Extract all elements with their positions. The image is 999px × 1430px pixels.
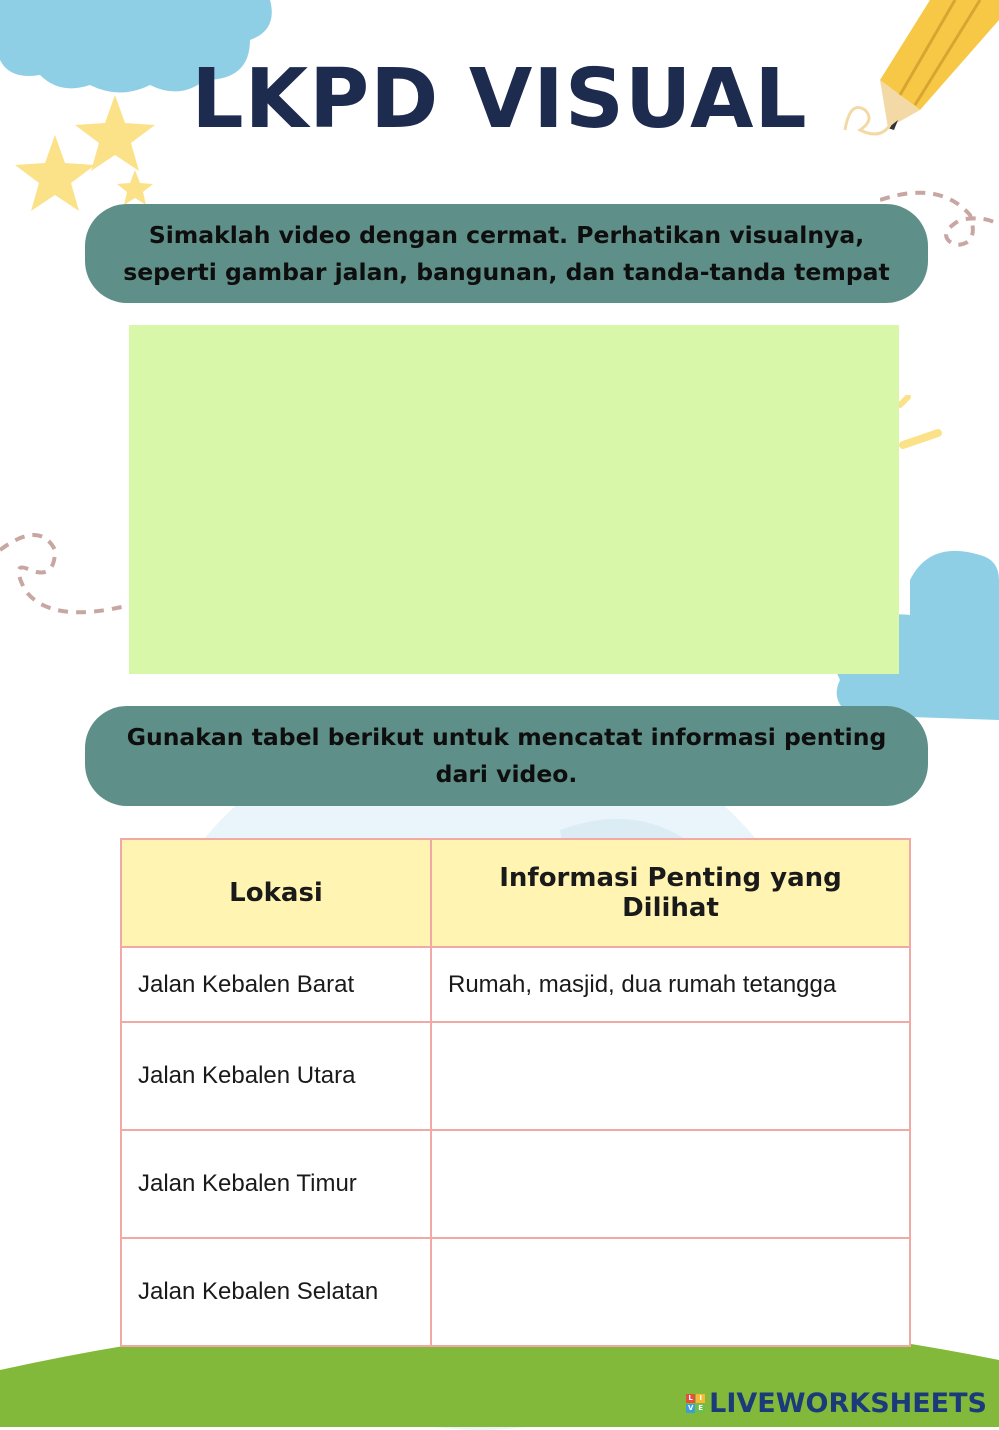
- cell-informasi[interactable]: [431, 1238, 910, 1346]
- cell-informasi[interactable]: [431, 1130, 910, 1238]
- cell-informasi[interactable]: Rumah, masjid, dua rumah tetangga: [431, 947, 910, 1022]
- star-icon: [898, 395, 948, 465]
- cell-lokasi: Jalan Kebalen Timur: [121, 1130, 431, 1238]
- header-lokasi: Lokasi: [121, 839, 431, 947]
- table-header-row: [121, 839, 910, 947]
- table-instruction-banner: [85, 706, 928, 806]
- brand-name: LIVEWORKSHEETS: [709, 1388, 987, 1419]
- page-title: LKPD VISUAL: [191, 52, 808, 147]
- brand-logo-icon: L I V E: [686, 1394, 705, 1413]
- dashed-loop-icon: [0, 520, 140, 630]
- cell-lokasi: Jalan Kebalen Selatan: [121, 1238, 431, 1346]
- table-row: [121, 1238, 910, 1346]
- table-row: [121, 1022, 910, 1130]
- information-table: [120, 838, 911, 1347]
- table-row: [121, 947, 910, 1022]
- brand-watermark: [686, 1388, 987, 1419]
- instruction-banner: [85, 204, 928, 303]
- table-instruction-text: Gunakan tabel berikut untuk mencatat informasi penting dari video.: [126, 723, 887, 788]
- cell-lokasi: Jalan Kebalen Barat: [121, 947, 431, 1022]
- cell-informasi[interactable]: [431, 1022, 910, 1130]
- header-informasi: Informasi Penting yang Dilihat: [431, 839, 910, 947]
- table-row: [121, 1130, 910, 1238]
- instruction-text: Simaklah video dengan cermat. Perhatikan visualnya, seperti gambar jalan, bangunan, dan tanda-tanda tempat: [123, 220, 890, 286]
- video-placeholder[interactable]: [129, 325, 899, 674]
- cell-lokasi: Jalan Kebalen Utara: [121, 1022, 431, 1130]
